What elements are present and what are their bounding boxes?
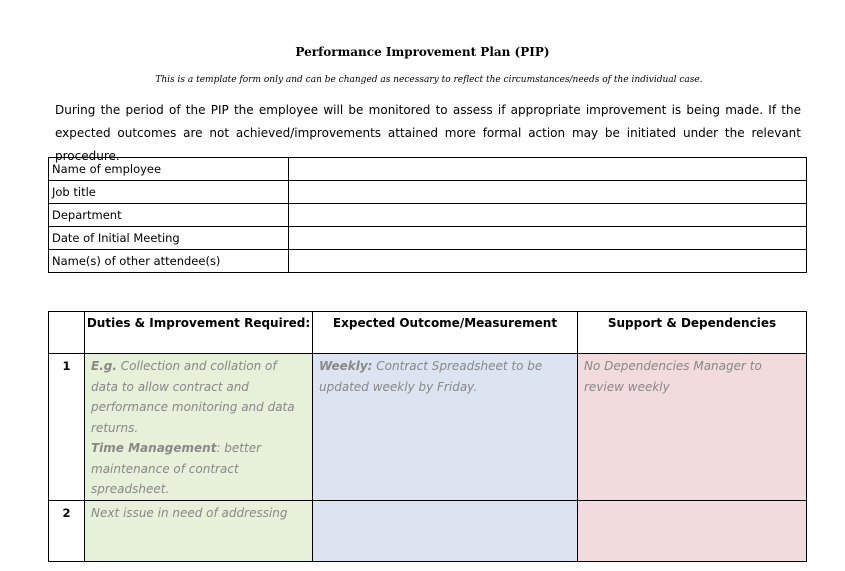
outcome-text: Contract Spreadsheet to be updated weekly by Friday.	[319, 359, 543, 394]
outcome-cell[interactable]	[313, 500, 578, 561]
row-number: 2	[49, 500, 85, 561]
document-subtitle: This is a template form only and can be changed as necessary to reflect the circumstances/needs of the individual case.	[155, 75, 703, 85]
outcome-cell[interactable]	[313, 354, 578, 501]
table-row	[49, 354, 807, 501]
document-title: Performance Improvement Plan (PIP)	[295, 45, 550, 59]
support-cell[interactable]	[578, 500, 807, 561]
column-header-support: Support & Dependencies	[578, 312, 807, 354]
column-header-duties: Duties & Improvement Required:	[85, 312, 313, 354]
info-value-field[interactable]	[289, 250, 807, 273]
table-row	[49, 181, 807, 204]
support-text: No Dependencies Manager to review weekly	[584, 359, 762, 394]
info-label: Department	[49, 204, 289, 227]
eg-label: E.g.	[91, 359, 117, 373]
table-row	[49, 204, 807, 227]
duties-text: Collection and collation of data to allow contract and performance monitoring and data returns.	[91, 359, 295, 435]
intro-paragraph: During the period of the PIP the employee will be monitored to assess if appropriate improvement is being made. If the expected outcomes are not achieved/improvements attained more formal action may be initiated under the relevant procedure.	[55, 103, 801, 163]
weekly-label: Weekly:	[319, 359, 373, 373]
table-row	[49, 227, 807, 250]
table-row	[49, 158, 807, 181]
info-label: Name(s) of other attendee(s)	[49, 250, 289, 273]
table-header-row	[49, 312, 807, 354]
info-label: Date of Initial Meeting	[49, 227, 289, 250]
column-header-outcome: Expected Outcome/Measurement	[313, 312, 578, 354]
column-header-number	[49, 312, 85, 354]
info-value-field[interactable]	[289, 158, 807, 181]
duties-cell[interactable]	[85, 354, 313, 501]
duties-text: Next issue in need of addressing	[91, 505, 288, 520]
info-value-field[interactable]	[289, 204, 807, 227]
row-number: 1	[49, 354, 85, 501]
support-cell[interactable]	[578, 354, 807, 501]
info-label: Name of employee	[49, 158, 289, 181]
improvement-plan-table	[48, 311, 807, 562]
info-value-field[interactable]	[289, 181, 807, 204]
time-management-label: Time Management	[91, 441, 217, 455]
employee-info-table	[48, 157, 807, 273]
duties-cell[interactable]	[85, 500, 313, 561]
info-value-field[interactable]	[289, 227, 807, 250]
time-management-text: : better maintenance of contract spreadsheet.	[91, 441, 262, 496]
info-label: Job title	[49, 181, 289, 204]
table-row	[49, 250, 807, 273]
table-row	[49, 500, 807, 561]
